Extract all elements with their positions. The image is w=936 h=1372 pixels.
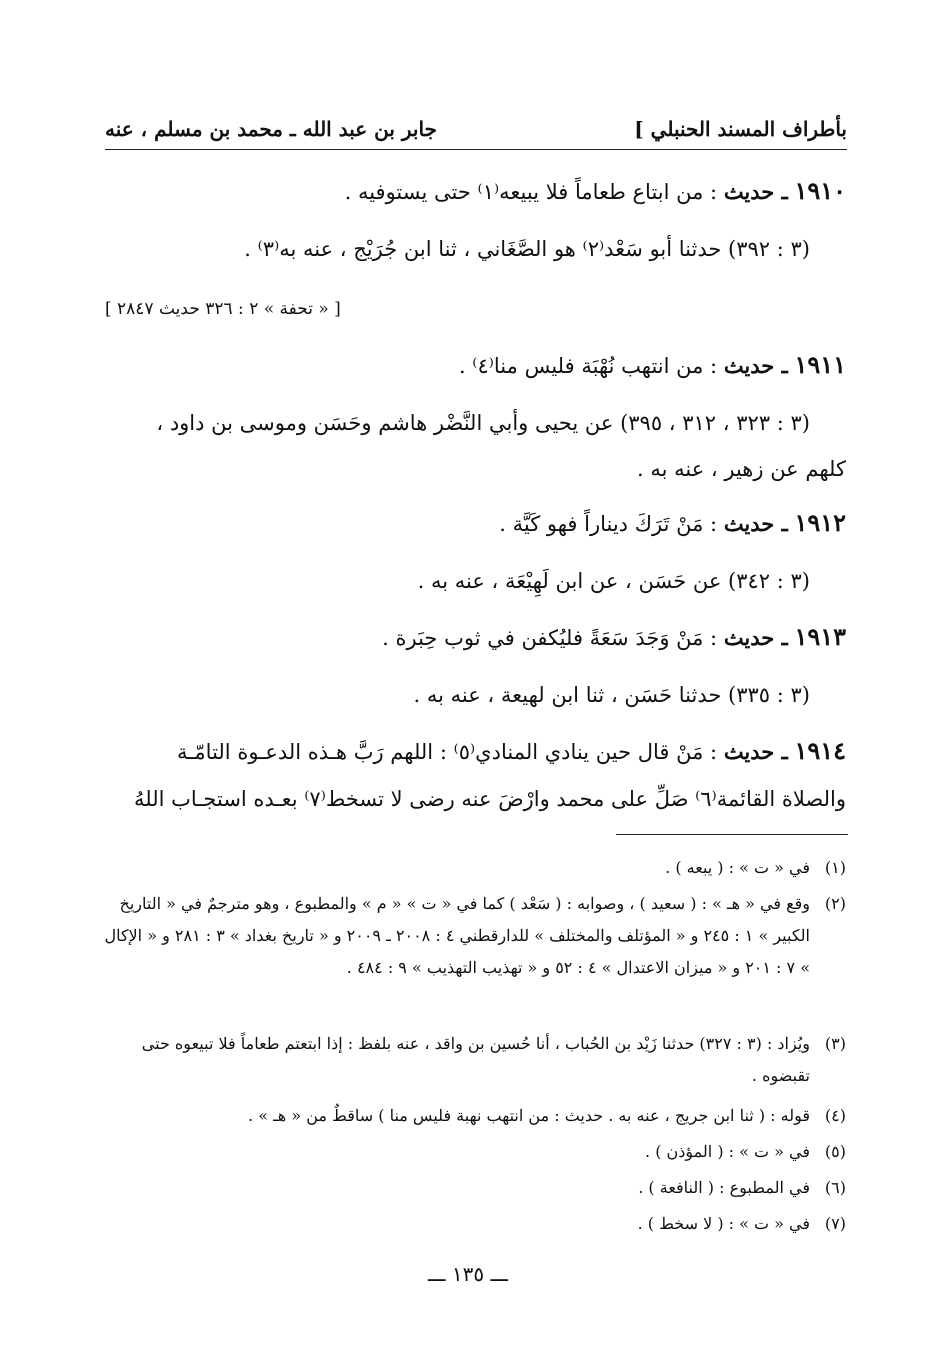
hadith-keyword: ـ حديث	[723, 739, 788, 764]
footnote-number: (٥)	[824, 1142, 846, 1161]
hadith-text: : من انتهب نُهْبَة فليس منا⁽٤⁾ .	[458, 354, 718, 378]
hadith-number: ١٩١٣	[794, 622, 846, 651]
footnote-1	[104, 852, 846, 884]
hadith-keyword: ـ حديث	[723, 353, 788, 378]
footnote-text: في « ت » : ( يبعه ) .	[665, 858, 810, 877]
hadith-1912-chain: (٣ : ٣٤٢) عن حَسَن ، عن ابن لَهِيْعَة ، عنه به .	[417, 569, 810, 593]
hadith-1911-chain-line1: (٣ : ٣٢٣ ، ٣١٢ ، ٣٩٥) عن يحيى وأبي النَّضْر هاشم وحَسَن وموسى بن داود ،	[156, 411, 810, 435]
footnote-text: ويُزاد : (٣ : ٣٢٧) حدثنا زَيْد بن الحُباب ، أنا حُسين بن واقد ، عنه بلفظ : إذا ابتعتم طعاماً فلا تبيعوه حتى تقبضوه .	[141, 1034, 810, 1085]
footnote-rule	[616, 834, 848, 835]
hadith-1914	[177, 736, 846, 767]
hadith-1914-line2: والصلاة القائمة⁽٦⁾ صَلِّ على محمد وارْضَ عنه رضى لا تسخط⁽٧⁾ بعـده استجـاب اللهُ	[133, 787, 846, 811]
footnote-5	[104, 1136, 846, 1168]
hadith-1913	[382, 622, 846, 653]
footnote-text: في « ت » : ( المؤذن ) .	[645, 1142, 810, 1161]
footnote-number: (٧)	[824, 1214, 846, 1233]
page-number: ـــ ١٣٥ ـــ	[427, 1262, 509, 1286]
header-section-title: جابر بن عبد الله ـ محمد بن مسلم ، عنه	[105, 117, 437, 141]
tuhfa-reference: [ « تحفة » ٢ : ٣٢٦ حديث ٢٨٤٧ ]	[105, 299, 341, 319]
footnote-number: (٦)	[824, 1178, 846, 1197]
hadith-keyword: ـ حديث	[723, 511, 788, 536]
hadith-keyword: ـ حديث	[723, 625, 788, 650]
hadith-number: ١٩١٤	[794, 736, 846, 765]
hadith-1910	[345, 176, 846, 207]
footnote-2	[104, 888, 846, 984]
footnote-text: في المطبوع : ( النافعة ) .	[638, 1178, 810, 1197]
hadith-1913-chain: (٣ : ٣٣٥) حدثنا حَسَن ، ثنا ابن لهيعة ، عنه به .	[413, 683, 810, 707]
hadith-text: : مَنْ تَرَكَ ديناراً فهو كَيَّة .	[499, 512, 718, 536]
footnote-4	[104, 1100, 846, 1132]
hadith-1910-chain: (٣ : ٣٩٢) حدثنا أبو سَعْد⁽٢⁾ هو الصَّغَاني ، ثنا ابن جُرَيْج ، عنه به⁽٣⁾ .	[244, 237, 810, 261]
hadith-text: : مَنْ وَجَدَ سَعَةً فليُكفن في ثوب حِبَرة .	[382, 626, 718, 650]
footnote-text: في « ت » : ( لا سخط ) .	[637, 1214, 810, 1233]
hadith-1911-chain-line2: كلهم عن زهير ، عنه به .	[637, 457, 846, 481]
footnote-number: (٣)	[824, 1034, 846, 1053]
footnote-text: وقع في « هـ » : ( سعيد ) ، وصوابه : ( سَعْد ) كما في « ت » « م » والمطبوع ، وهو مترجمٌ في « التاريخ الكبير » ١ : ٢٤٥ و « المؤتلف والمختلف » للدارقطني ٤ : ٢٠٠٨ ـ ٢٠٠٩ و « تاريخ بغداد » ٣ : ٢٨١ و « الإكال » ٧ : ٢٠١ و « ميزان الاعتدال » ٤ : ٥٢ و « تهذيب التهذيب » ٩ : ٤٨٤ .	[104, 894, 810, 977]
footnote-7	[104, 1208, 846, 1240]
footnote-6	[104, 1172, 846, 1204]
hadith-number: ١٩١١	[794, 350, 846, 379]
hadith-number: ١٩١٢	[794, 508, 846, 537]
header-book-title: بأطراف المسند الحنبلي ]	[634, 117, 847, 141]
hadith-text: : من ابتاع طعاماً فلا يبيعه⁽١⁾ حتى يستوفيه .	[344, 180, 718, 204]
hadith-text: : مَنْ قال حين ينادي المنادي⁽٥⁾ : اللهم رَبَّ هـذه الدعـوة التامّـة	[177, 740, 718, 764]
hadith-number: ١٩١٠	[794, 176, 846, 205]
running-header	[105, 112, 847, 146]
header-rule	[105, 149, 847, 150]
footnote-text: قوله : ( ثنا ابن جريج ، عنه به . حديث : من انتهب نهبة فليس منا ) ساقطٌ من « هـ » .	[248, 1106, 810, 1125]
hadith-1911	[459, 350, 846, 381]
footnote-3	[104, 1028, 846, 1092]
footnote-number: (١)	[824, 858, 846, 877]
footnote-number: (٤)	[824, 1106, 846, 1125]
hadith-keyword: ـ حديث	[723, 179, 788, 204]
footnote-number: (٢)	[824, 894, 846, 913]
hadith-1912	[499, 508, 846, 539]
